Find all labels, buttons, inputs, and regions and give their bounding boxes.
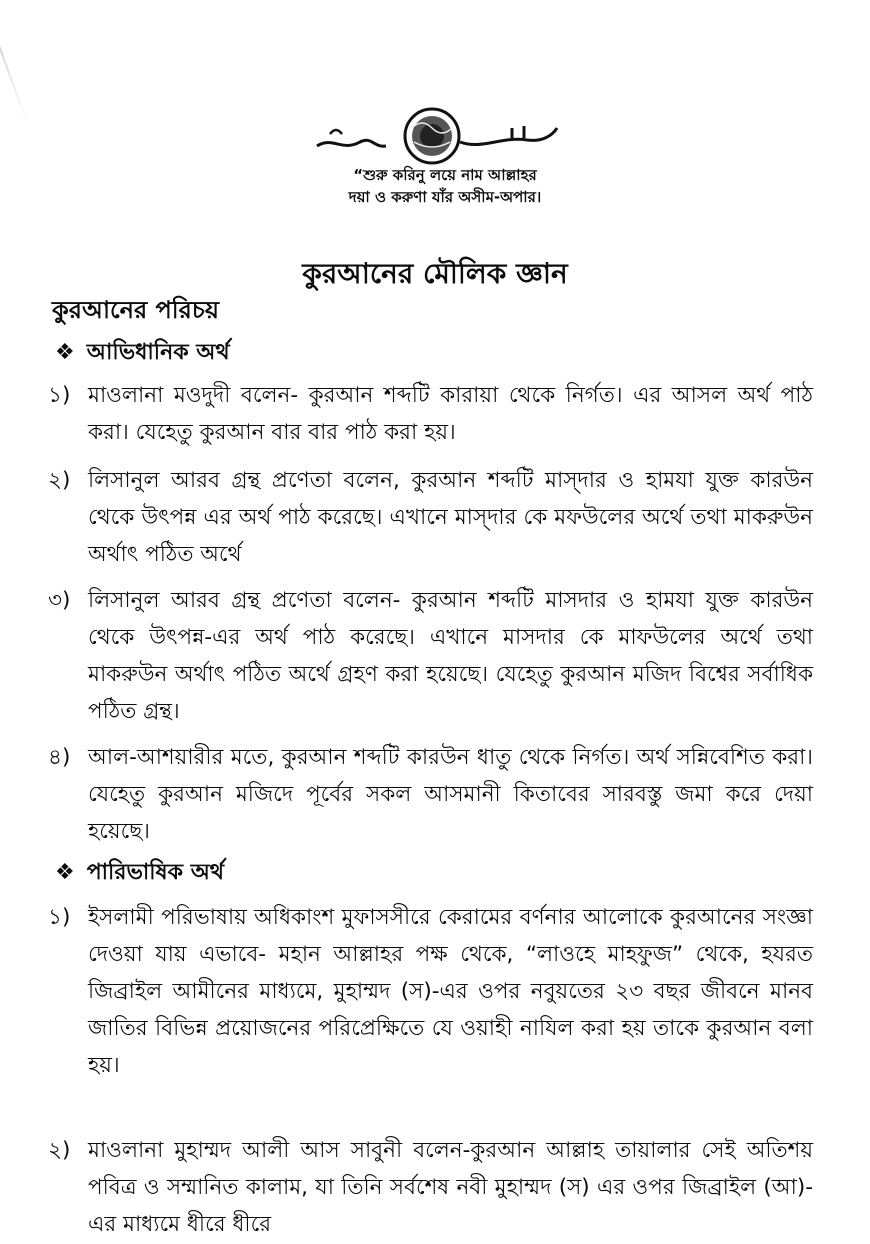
item-number: ৩) [48,588,71,613]
item-text: মাওলানা মওদুদী বলেন- কুরআন শব্দটি কারায়া থেকে নির্গত। এর আসল অর্থ পাঠ করা। যেহেতু কুরআন বার বার পাঠ করা হয়। [88,383,813,445]
bismillah-calligraphy [312,106,562,168]
lexical-meaning-heading [55,336,230,370]
technical-item-2 [48,1132,813,1243]
invocation-line-2: দয়া ও করুণা যাঁর অসীম-অপার। [348,188,542,206]
item-number: ১) [48,383,71,408]
item-text: মাওলানা মুহাম্মদ আলী আস সাবুনী বলেন-কুরআন আল্লাহ তায়ালার সেই অতিশয় পবিত্র ও সম্মানিত কালাম, যা তিনি সর্বশেষ নবী মুহাম্মদ (স) এর ওপর জিব্রাইল (আ)-এর মাধ্যমে ধীরে ধীরে [88,1138,813,1237]
invocation-line-1: “শুরু করিনু লয়ে নাম আল্লাহর [353,166,537,184]
technical-item-1 [48,899,813,1084]
lexical-heading-label: আভিধানিক অর্থ [86,340,230,365]
technical-meaning-heading [55,856,224,890]
lexical-item-1 [48,377,813,451]
technical-heading-label: পারিভাষিক অর্থ [86,860,224,885]
lexical-item-3 [48,582,813,730]
item-text: লিসানুল আরব গ্রন্থ প্রণেতা বলেন, কুরআন শব্দটি মাস্‌দার ও হামযা যুক্ত কারউন থেকে উৎপন্ন এর অর্থ পাঠ করেছে। এখানে মাস্‌দার কে মফউলের অর্থে তথা মাকরুউন অর্থাৎ পঠিত অর্থে [88,468,813,567]
lexical-item-4 [48,739,813,850]
item-text: আল-আশয়ারীর মতে, কুরআন শব্দটি কারউন ধাতু থেকে নির্গত। অর্থ সন্নিবেশিত করা। যেহেতু কুরআন মজিদে পূর্বের সকল আসমানী কিতাবের সারবস্তু জমা করে দেয়া হয়েছে। [88,745,813,844]
item-text: ইসলামী পরিভাষায় অধিকাংশ মুফাসসীরে কেরামের বর্ণনার আলোকে কুরআনের সংজ্ঞা দেওয়া যায় এভাবে- মহান আল্লাহর পক্ষ থেকে, “লাওহে মাহফুজ” থেকে, হযরত জিব্রাইল আমীনের মাধ্যমে, মুহাম্মদ (স)-এর ওপর নবুয়তের ২৩ বছর জীবনে মানব জাতির বিভিন্ন প্রয়োজনের পরিপ্রেক্ষিতে যে ওয়াহী নাযিল করা হয় তাকে কুরআন বলা হয়। [88,905,813,1078]
diamond-bullet-icon: ❖ [55,340,75,365]
item-number: ২) [48,1138,71,1163]
main-title: কুরআনের মৌলিক জ্ঞান [302,257,568,290]
item-number: ২) [48,468,71,493]
lexical-item-2 [48,462,813,573]
section-title: কুরআনের পরিচয় [52,296,219,324]
diamond-bullet-icon: ❖ [55,860,75,885]
item-text: লিসানুল আরব গ্রন্থ প্রণেতা বলেন- কুরআন শব্দটি মাসদার ও হামযা যুক্ত কারউন থেকে উৎপন্ন-এর অর্থ পাঠ করেছে। এখানে মাসদার কে মাফউলের অর্থে তথা মাকরুউন অর্থাৎ পঠিত অর্থে গ্রহণ করা হয়েছে। যেহেতু কুরআন মজিদ বিশ্বের সর্বাধিক পঠিত গ্রন্থ। [88,588,813,724]
opening-invocation [300,164,590,208]
item-number: ১) [48,905,71,930]
item-number: ৪) [48,745,71,770]
scan-edge-mark [0,21,29,125]
